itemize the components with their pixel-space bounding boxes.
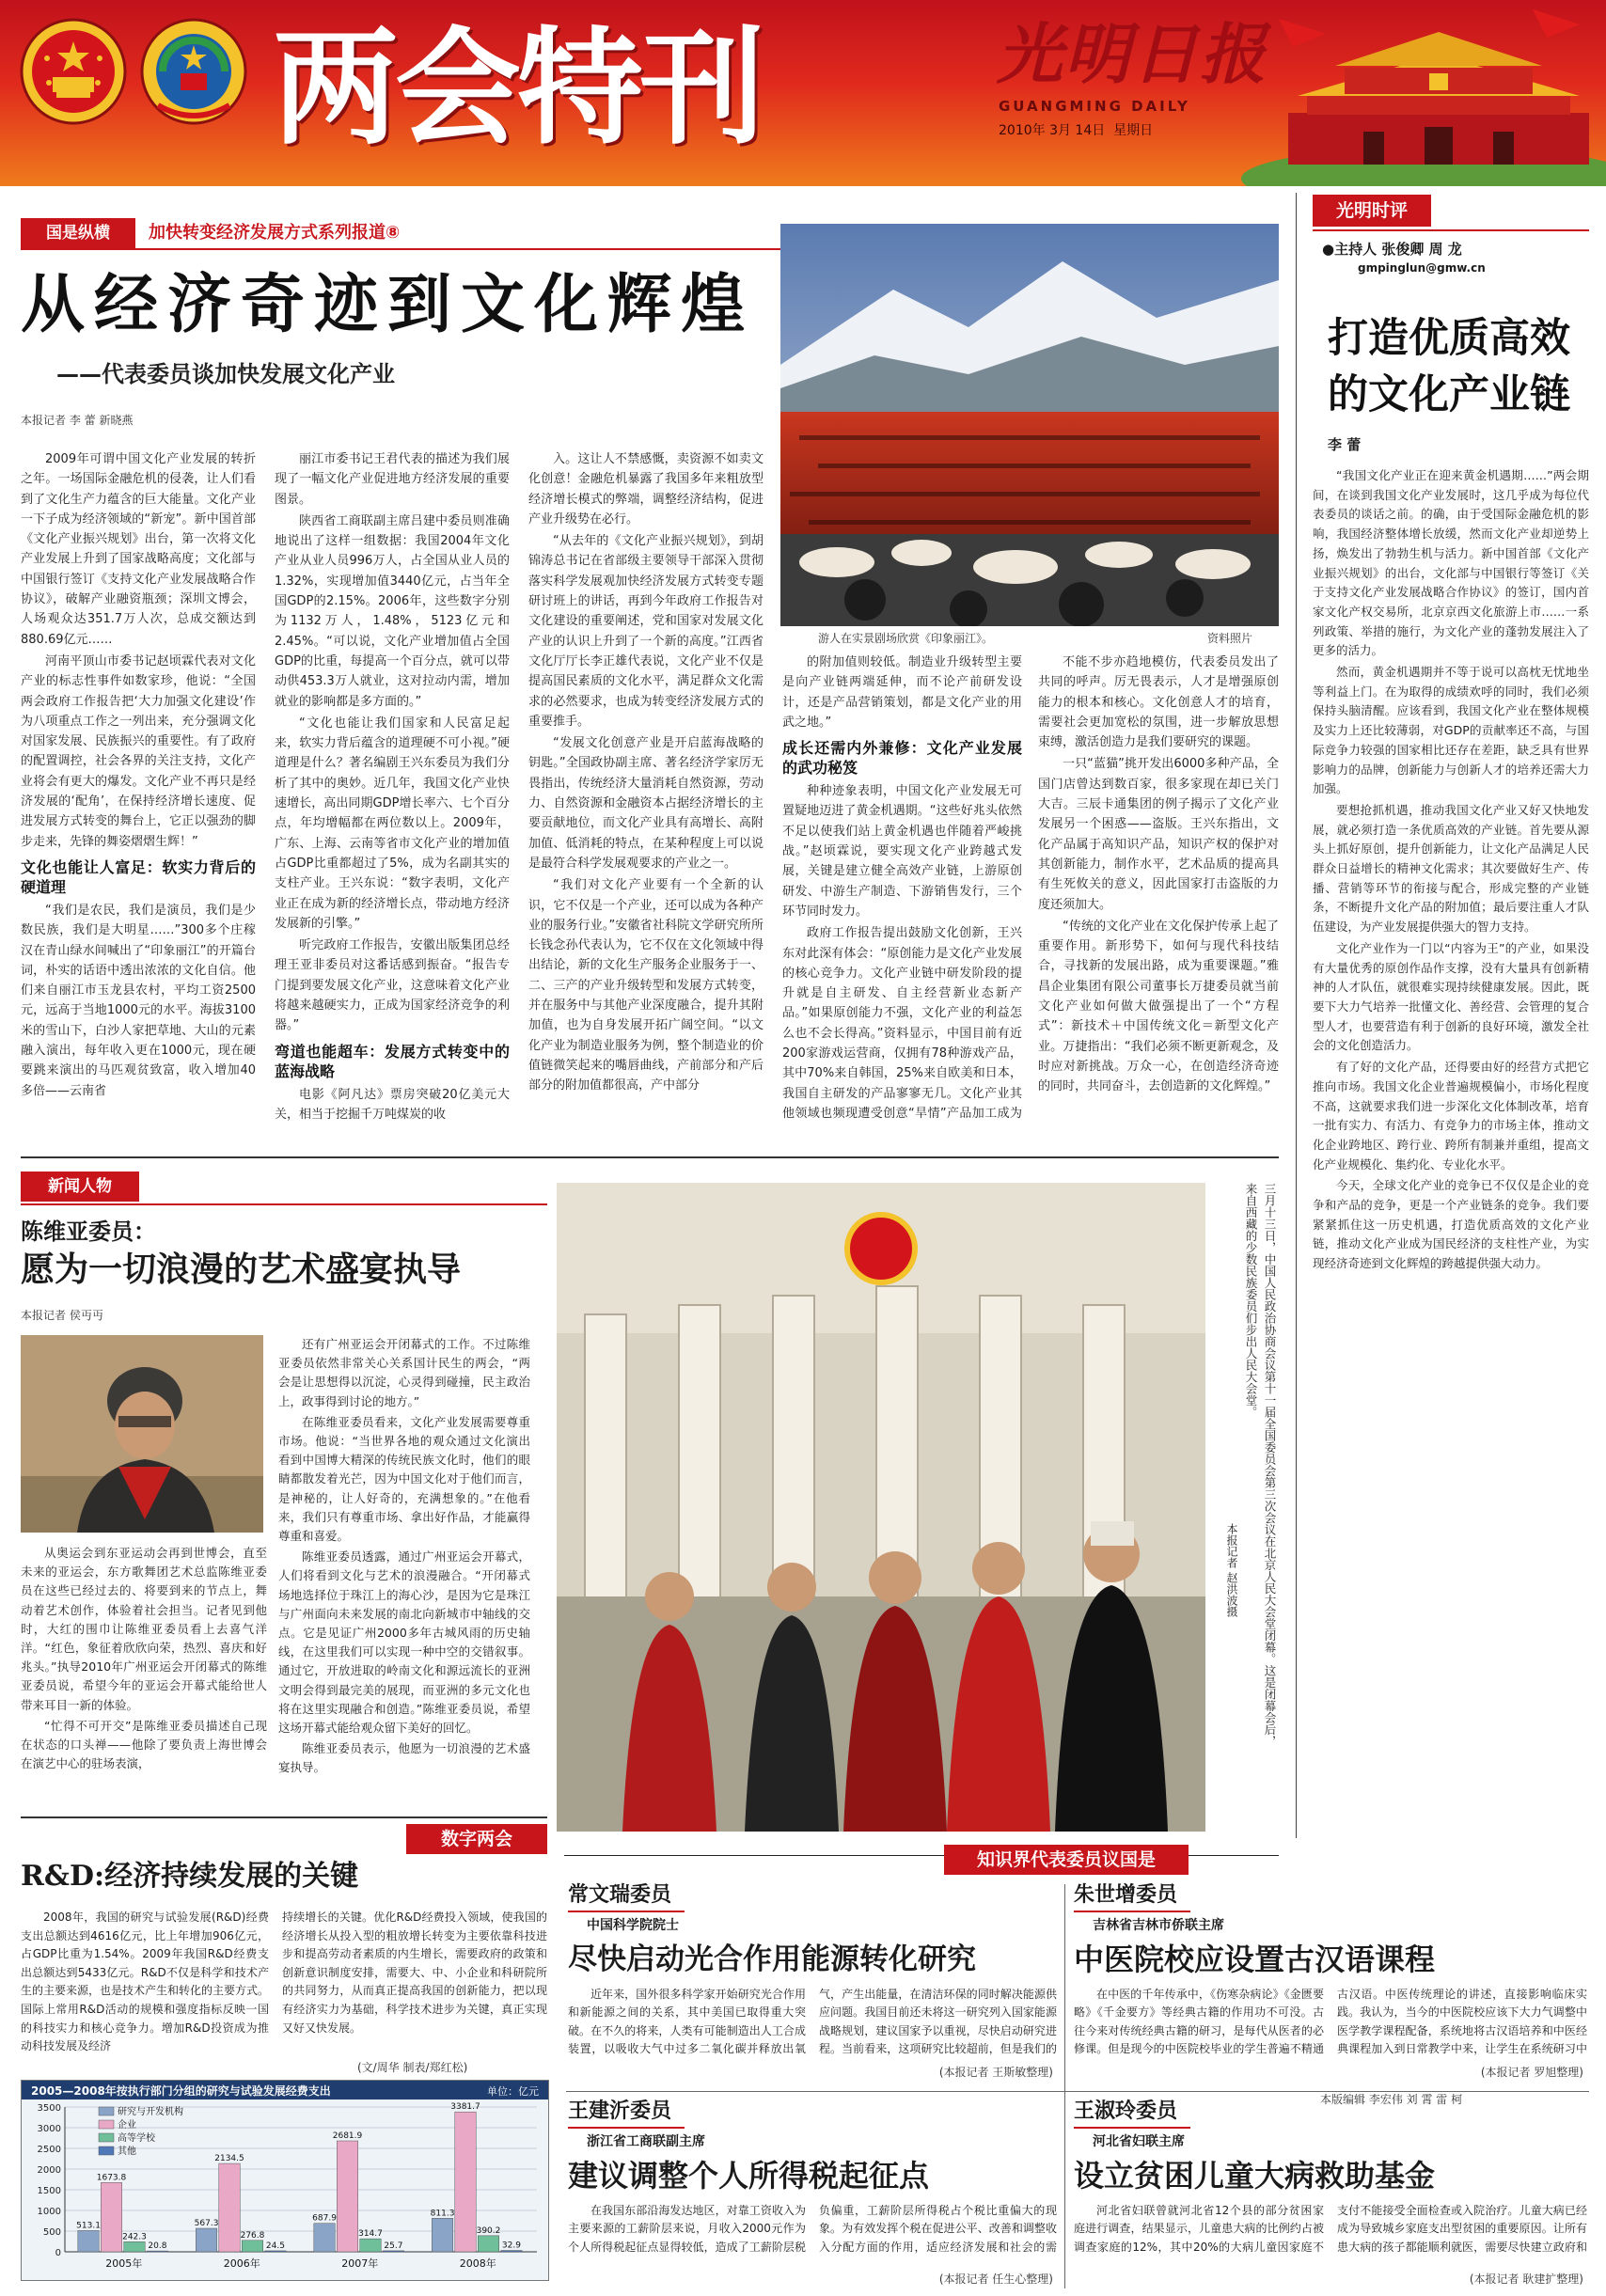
lead-subhead: ——代表委员谈加快发展文化产业 — [56, 361, 395, 387]
lead-byline: 本报记者 李 蕾 新晓燕 — [21, 414, 134, 427]
tiananmen-illustration — [1222, 0, 1606, 186]
legend-swatch — [99, 2147, 114, 2155]
bar — [196, 2228, 216, 2252]
delegate-text: 在中医的千年传承中，《伤寒杂病论》《金匮要略》《千金要方》等经典古籍的作用功不可没。古往今来对传统经典古籍的研习，是每代从医者的必修课。但是现今的中医院校毕业的学生普遍不精通古汉语。中医传统理论的讲述，直接影响临床实践。我认为，当今的中医院校应该下大力气调整中医学教学课程配备，系统地将古汉语培养和中医经典课程加入到日常教学中来，让学生在系统研习中 — [1074, 1988, 1587, 2056]
x-tick-label: 2006年 — [223, 2257, 260, 2270]
series-tag: 加快转变经济发展方式系列报道⑧ — [149, 223, 401, 243]
knowledge-col-divider — [1064, 1884, 1065, 2288]
commentary-author: 李 蕾 — [1328, 436, 1362, 453]
data-label: 687.9 — [312, 2213, 337, 2224]
y-tick-label: 500 — [42, 2227, 61, 2238]
paragraph: “我们对文化产业要有一个全新的认识，它不仅是一个产业，还可以成为各种产业的服务行业。”安徽省社科院文学研究所所长钱念孙代表认为，它不仅在文化领域中得出结论，新的文化生产服务企业服务于一、二、三产的产业升级转型和发展方式转变，并在服务中与其他产业深度融合，提升其附加值，也为自身发展开拓广阔空间。“以文化产业为制造业服务为例，整个制造业的价值链微笑起来的嘴唇曲线，产前部分和产后部分的附加值都很高，产中部分 — [528, 878, 764, 1093]
masthead — [0, 0, 1606, 186]
y-tick-label: 2500 — [37, 2145, 61, 2155]
bar — [360, 2239, 381, 2252]
column-tag: 国是纵横 — [21, 218, 135, 248]
legend-label: 其他 — [118, 2147, 136, 2157]
profile-portrait — [21, 1335, 263, 1533]
paragraph: 入。这让人不禁感慨，卖资源不如卖文化创意！金融危机暴露了我国多年来粗放型经济增长模式的弊端，调整经济结构，促进产业升级势在必行。 — [528, 452, 764, 527]
host-label: 主持人 — [1334, 241, 1378, 258]
legend-label: 研究与开发机构 — [118, 2107, 183, 2117]
page-editors: 本版编辑 李宏伟 刘 霄 雷 柯 — [1320, 2093, 1463, 2106]
delegate-title: 河北省妇联主席 — [1093, 2134, 1185, 2149]
delegate-name: 王淑玲委员 — [1074, 2097, 1190, 2129]
host-names: 张俊卿 周 龙 — [1381, 241, 1462, 258]
paragraph: “我们是农民，我们是演员，我们是少数民族，我们是大明星……”300多个庄稼汉在青山绿水间喊出了“印象丽江”的开篇台词，朴实的话语中透出浓浓的文化自信。他们来自丽江市玉龙县农村，平均工资2500元，远高于当地1000元的水平。海拔3100米的雪山下，白沙人家把草地、大山的元素融入演出，每年收入更在1000元，现在硬要跳来演出的马匹观贫致富，收入增加40多倍——云南省 — [21, 903, 256, 1098]
newspaper-logo: 光明日报 — [997, 15, 1267, 93]
lead-photo-caption: 游人在实景剧场欣赏《印象丽江》。 — [818, 632, 994, 645]
commentary-rule — [1313, 229, 1589, 231]
bar — [147, 2251, 167, 2252]
data-label: 242.3 — [122, 2232, 147, 2242]
profile-rule — [21, 1203, 547, 1205]
plenary-photo — [557, 1183, 1205, 1832]
bullet-icon: ● — [1322, 241, 1335, 258]
paragraph: 陈维亚委员表示，他愿为一切浪漫的艺术盛宴执导。 — [278, 1741, 530, 1775]
delegate-credit: (本报记者 罗旭整理) — [1480, 2066, 1583, 2079]
bar — [455, 2112, 476, 2252]
knowledge-row-divider — [566, 2091, 1589, 2092]
bar — [124, 2241, 145, 2252]
paragraph: “我国文化产业正在迎来黄金机遇期……”两会期间，在谈到我国文化产业发展时，这几乎成为每位代表委员的谈话之前。的确，由于受国际金融危机的影响，我国经济整体增长放缓，然而文化产业却逆势上扬，焕发出了勃勃生机与活力。新中国首部《文化产业振兴规划》的出台，文化部与中国银行等签订《关于支持文化产业发展战略合作协议》的签订，国内首家文化产权交易所，北京京西文化旅游上市……一系列政策、举措的施行，为文化产业的蓬勃发展注入了更多的活力。 — [1313, 468, 1589, 658]
paragraph: “传统的文化产业在文化保护传承上起了重要作用。新形势下，如何与现代科技结合，寻找新的发展出路，成为重要课题。”雅昌企业集团有限公司董事长万捷委员就当前文化产业如何做大做强提出了一个“方程式”：新技术＋中国传统文化＝新型文化产业。万捷指出：“我们必须不断更新观念，及时应对新挑战。万众一心，在创造经济奇迹的同时，共同奋斗，去创造新的文化辉煌。” — [1038, 919, 1279, 1094]
digital-column-2: 持续增长的关键。优化R&D经费投入领域，使我国的经济增长从投入型的粗放增长转变为主要依靠科技进步和提高劳动者素质的内生增长，需要政府的政策和创新意识制度安排，需要大、中、小企业和科研院所的共同努力，从而真正提高我国的创新能力，把以现有经济实力为基础，科学技术进步为关键，真正实现又好又快发展。 — [282, 1911, 547, 2035]
commentary-headline: 打造优质高效的文化产业链 — [1328, 315, 1570, 418]
issue-date — [999, 120, 1153, 139]
rd-chart-svg — [22, 2081, 548, 2280]
bar — [242, 2241, 262, 2252]
paragraph: “从去年的《文化产业振兴规划》，到胡锦涛总书记在省部级主要领导干部深入贯彻落实科学发展观加快经济发展方式转变专题研讨班上的讲话，再到今年政府工作报告对文化建设的重要阐述，党和国家对发展文化产业的认识上升到了一个新的高度。”江西省文化厅厅长李正雄代表说，文化产业不仅是提高国民素质的文化水平，满足群众文化需求的必然要求，也成为转变经济发展方式的重要推手。 — [528, 534, 764, 729]
paragraph: 陈维亚委员透露，通过广州亚运会开幕式，人们将看到文化与艺术的浪漫融合。“开闭幕式场地选择位于珠江上的海心沙，是因为它是珠江与广州面向未来发展的南北向新城市中轴线的交点。它是见证广州2000多年古城风雨的历史轴线，在这里我们可以实现一种中空的交错叙事。通过它，开放进取的岭南文化和源远流长的亚洲文明会得到最完美的展现，而亚洲的多元文化也将在这里实现融合和创造。”陈维亚委员说，希望这场开幕式能给观众留下美好的回忆。 — [278, 1549, 530, 1736]
data-label: 20.8 — [148, 2241, 167, 2252]
bar — [265, 2251, 286, 2252]
data-label: 32.9 — [501, 2241, 521, 2251]
data-label: 2134.5 — [214, 2154, 244, 2164]
commentary-email: gmpinglun@gmw.cn — [1358, 261, 1486, 275]
paragraph: 还有广州亚运会开闭幕式的工作。不过陈维亚委员依然非常关心关系国计民生的两会，“两会是让思想得以沉淀，心灵得到碰撞，民主政治上，政事得到讨论的地方。” — [278, 1337, 530, 1408]
y-tick-label: 3000 — [37, 2124, 61, 2134]
paragraph: 不能不步亦趋地模仿，代表委员发出了共同的呼声。厉无畏表示，人才是增强原创能力的根本和核心。文化创意人才的培育，需要社会更加宽松的氛围，进一步解放思想束缚，激活创造力是我们要研究的课题。 — [1038, 655, 1279, 750]
great-hall-photo — [557, 1183, 1205, 1832]
delegate-text: 在我国东部沿海发达地区，对靠工资收入为主要来源的工薪阶层来说，月收入2000元作为个人所得税起征点显得较低，造成了工薪阶层税负偏重，工薪阶层所得税占个税比重偏大的现象。为有效发挥个税在促进公平、改善和调整收入分配方面的作用，适应经济发展和社会的需 — [568, 2204, 1057, 2254]
paragraph: 文化产业作为一门以“内容为王”的产业，如果没有大量优秀的原创作品作支撑，没有大量具有创新精神的人才队伍，就很难实现持续健康发展。因此，既要下大力气培养一批懂文化、善经营、会管理的复合型人才，也要营造有利于创新的良好环境，激发全社会的文化创造活力。 — [1313, 940, 1589, 1053]
x-tick-label: 2008年 — [459, 2257, 496, 2270]
lead-column-3 — [528, 449, 764, 1124]
data-label: 314.7 — [358, 2229, 383, 2240]
chart-unit: 单位：亿元 — [487, 2085, 539, 2098]
data-label: 2681.9 — [332, 2131, 363, 2141]
data-label: 3381.7 — [450, 2102, 480, 2113]
lead-photo-credit: 资料照片 — [1207, 632, 1253, 645]
lead-column-5 — [1038, 653, 1279, 1124]
paragraph: 要想抢抓机遇，推动我国文化产业又好又快地发展，就必须打造一条优质高效的产业链。首先要从源头上抓好原创，提升创新能力，让文化产品满足人民群众日益增长的精神文化需求；其次要做好生产、传播、营销等环节的衔接与配合，形成完整的产业链条，不断提升文化产品的附加值；最后要注重人才队伍建设，为产业发展提供强大的智力支持。 — [1313, 802, 1589, 935]
paragraph: 的附加值则较低。制造业升级转型主要是向产业链两端延伸，而不论产前研发设计，还是产品营销策划，都是文化产业的用武之地。” — [782, 655, 1022, 730]
y-tick-label: 3500 — [37, 2103, 61, 2114]
section-subhead: 弯道也能超车：发展方式转变中的蓝海战略 — [275, 1042, 510, 1080]
paragraph: 政府工作报告提出鼓励文化创新，王兴东对此深有体会：“原创能力是文化产业发展的核心竞争力。文化产业链中研发阶段的提升就是自主研发、自主经营新业态新产品。”如果原创能力不强，文化产业的利益怎么也不会长得高。”资料显示，中国目前有近200家游戏运营商，仅拥有78种游戏产品，其中70%来自韩国，25%来自欧美和日本，我国自主研发的产品寥寥无几。文化产业其他领域也频现遭受创意“旱情”产品加工成为 — [782, 926, 1022, 1121]
knowledge-banner: 知识界代表委员议国是 — [944, 1845, 1189, 1875]
profile-kicker: 陈维亚委员： — [21, 1219, 156, 1245]
digital-divider — [21, 1816, 547, 1818]
section-subhead: 文化也能让人富足：软实力背后的硬道理 — [21, 857, 256, 896]
commentary-column-tag: 光明时评 — [1313, 195, 1431, 227]
data-label: 567.3 — [194, 2219, 219, 2229]
delegate-name: 王建沂委员 — [568, 2097, 685, 2129]
delegate-name: 朱世增委员 — [1074, 1880, 1190, 1912]
digital-column-1: 2008年，我国的研究与试验发展(R&D)经费支出总额达到4616亿元，比上年增加906亿元，占GDP比重为1.54%。2009年我国R&D经费支出总额达到5433亿元。R&D不仅是科学和技术产生的主要来源，也是技术产生和转化的主要方式。国际上常用R&D活动的规模和强度指标反映一国的科技实力和核心竞争力。增加R&D投资成为推动科技发展及经济 — [21, 1911, 269, 2053]
y-tick-label: 1500 — [37, 2186, 61, 2196]
plenary-photo-credit: 本报记者 赵洪波摄 — [1225, 1523, 1238, 1617]
delegate-title: 中国科学院院士 — [587, 1918, 679, 1933]
bar — [101, 2182, 121, 2252]
delegate-title: 浙江省工商联副主席 — [587, 2134, 705, 2149]
yunnan-stage-photo — [780, 224, 1279, 626]
data-label: 276.8 — [240, 2230, 265, 2241]
digital-credit: (文/周华 制表/郑红松) — [357, 2061, 468, 2074]
knowledge-item-zhu-shizeng — [1072, 1880, 1589, 2084]
delegate-text: 近年来，国外很多科学家开始研究光合作用和新能源之间的关系，其中美国已取得重大突破。在不久的将来，人类有可能制造出人工合成装置，以吸收大气中过多二氧化碳并释放出氧气，产生出能量，在清洁环保的同时解决能源供应问题。我国目前还未将这一研究列入国家能源战略规划，建议国家予以重视，尽快启动研究进程。当前看来，这项研究比较超前，但是我们的 — [568, 1988, 1057, 2056]
paragraph: 丽江市委书记王君代表的描述为我们展现了一幅文化产业促进地方经济发展的重要图景。 — [275, 452, 510, 507]
paragraph: 有了好的文化产品，还得要由好的经营方式把它推向市场。我国文化企业普遍规模偏小，市场化程度不高，这就要求我们进一步深化文化体制改革，培育一批有实力、有活力、有竞争力的市场主体，推动文化企业跨地区、跨行业、跨所有制兼并重组，提高文化产业规模化、集约化、专业化水平。 — [1313, 1060, 1589, 1172]
legend-label: 高等学校 — [118, 2133, 155, 2144]
chen-weiya-portrait — [21, 1335, 263, 1533]
profile-headline: 愿为一切浪漫的艺术盛宴执导 — [21, 1250, 462, 1289]
bar — [314, 2224, 335, 2252]
legend-swatch — [99, 2107, 114, 2115]
delegate-text: 河北省妇联曾就河北省12个县的部分贫困家庭进行调查，结果显示，儿童患大病的比例约占被调查家庭的12%，其中20%的大病儿童因家庭不支付不能接受全面检查或入院治疗。儿童大病已经成为导致城乡家庭支出型贫困的重要原因。让所有患大病的孩子都能顺利就医，需要尽快建立政府和 — [1074, 2204, 1587, 2254]
paragraph: 然而，黄金机遇期并不等于说可以高枕无忧地坐等利益上门。在为取得的成绩欢呼的同时，我们必须保持头脑清醒。应该看到，我国文化产业在整体规模及实力上还比较薄弱，对GDP的贡献率还不高，与国际竞争力较强的国家相比还存在差距，缺乏具有世界影响力的品牌，创新能力与创新人才的培养还需大力加强。 — [1313, 665, 1589, 796]
commentary-host — [1322, 239, 1462, 259]
paragraph: 听完政府工作报告，安徽出版集团总经理王亚非委员对这番话感到振奋。“报告专门提到要发展文化产业，这意味着文化产业将越来越硬实力，正成为国家经济竞争的利器。” — [275, 938, 510, 1033]
lead-headline: 从经济奇迹到文化辉煌 — [21, 267, 755, 342]
digital-column-tag: 数字两会 — [406, 1824, 547, 1854]
paragraph: 河南平顶山市委书记赵顷霖代表对文化产业的标志性事件如数家珍，他说：“全国两会政府工作报告把‘大力加强文化建设’作为八项重点工作之一列出来，充分强调文化对国家发展、民族振兴的重要性。有了政府的配置调控，社会各界的关注支持，文化产业将会有更大的爆发。文化产业不再只是经济发展的‘配角’，在保持经济增长速度、促进发展方式转变的舞台上，它正以强劲的脚步走来，先锋的舞姿熠熠生辉！” — [21, 653, 256, 849]
paragraph: 种种迹象表明，中国文化产业发展无可置疑地迈进了黄金机遇期。“这些好兆头依然不足以使我们站上黄金机遇也伴随着严峻挑战。”赵顷霖说，要实现文化产业跨越式发展，关键是建立健全高效产业链，上游原创研发、中游生产制造、下游销售发行，三个环节同时发力。 — [782, 784, 1022, 919]
paragraph: 电影《阿凡达》票房突破20亿美元大关，相当于挖掘千万吨煤炭的收 — [275, 1087, 510, 1122]
delegate-credit: (本报记者 耿建扩整理) — [1469, 2272, 1583, 2286]
y-tick-label: 1000 — [37, 2207, 61, 2217]
bar — [219, 2163, 240, 2252]
paragraph: “发展文化创意产业是开启蓝海战略的钥匙。”全国政协副主席、著名经济学家厉无畏指出，传统经济大量消耗自然资源，劳动力、自然资源和金融资本占据经济增长的主要贡献地位，而文化产业具有高增长、高附加值、低消耗的特点，在某种程度上可以说是最符合科学发展观要求的产业之一。 — [528, 736, 764, 871]
commentary-body — [1313, 466, 1589, 2084]
paragraph: “忙得不可开交”是陈维亚委员描述自己现在状态的口头禅——他除了要负责上海世博会在演艺中心的驻场表演， — [21, 1718, 267, 1771]
data-label: 25.7 — [384, 2241, 403, 2251]
data-label: 811.3 — [430, 2209, 455, 2219]
x-tick-label: 2005年 — [105, 2257, 143, 2270]
profile-column-1 — [21, 1544, 267, 1835]
profile-byline: 本报记者 侯丏丏 — [21, 1309, 103, 1322]
section-divider — [21, 1156, 1279, 1158]
delegate-headline: 建议调整个人所得税起征点 — [568, 2158, 930, 2194]
section-subhead: 成长还需内外兼修：文化产业发展的武功秘笈 — [782, 739, 1022, 778]
lead-column-4 — [782, 653, 1022, 1124]
data-label: 1673.8 — [96, 2173, 127, 2183]
legend-label: 企业 — [118, 2120, 136, 2131]
bar — [383, 2251, 403, 2252]
x-tick-label: 2007年 — [341, 2257, 379, 2270]
rd-chart — [21, 2080, 549, 2281]
delegate-name: 常文瑞委员 — [568, 1880, 685, 1912]
delegate-headline: 设立贫困儿童大病救助基金 — [1074, 2158, 1436, 2194]
bar — [478, 2236, 498, 2252]
knowledge-item-wang-jianyi — [566, 2097, 1059, 2288]
profile-column-tag: 新闻人物 — [21, 1172, 139, 1202]
profile-column-2 — [278, 1335, 530, 1835]
paragraph: “文化也能让我们国家和人民富足起来，软实力背后蕴含的道理硬不可小视。”硬道理是什么？著名编剧王兴东委员为我们分析了其中的奥妙。近几年，我国文化产业快速增长，高出同期GDP增长率六、七个百分点，年均增幅都在两位数以上。2009年，广东、上海、云南等省市文化产业的增加值占GDP比重都超过了5%，成为名副其实的支柱产业。王兴东说：“数字表明，文化产业正在成为新的经济增长点，带动地方经济发展新的引擎。” — [275, 716, 510, 931]
bar — [432, 2218, 452, 2252]
paragraph: 从奥运会到东亚运动会再到世博会，直至未来的亚运会，东方歌舞团艺术总监陈维亚委员在这些已经过去的、将要到来的节点上，舞动着艺术创作，体验着社会担当。记者见到他时，大红的围巾让陈维亚委员看上去喜气洋洋。“红色，象征着欣欣向荣，热烈、喜庆和好兆头。”执导2010年广州亚运会开闭幕式的陈维亚委员说，希望今年的亚运会开幕式能给世人带来耳目一新的体验。 — [21, 1546, 267, 1712]
logo-pinyin: GUANGMING DAILY — [999, 98, 1190, 115]
knowledge-item-chang-wenrui — [566, 1880, 1059, 2084]
paragraph: 陕西省工商联副主席吕建中委员则准确地说出了这样一组数据：我国2004年文化产业从业人员996万人，占全国从业人员的1.32%，实现增加值3440亿元，占当年全国GDP的2.15%。2006年，这些数字分别为1132万人，1.48%，5123亿元和2.45%。“可以说，文化产业增加值占全国GDP的比重，每提高一个百分点，就可以带动供453.3万人就业，这对拉动内需，增加就业的影响都是多方面的。” — [275, 513, 510, 709]
paragraph: 今天，全球文化产业的竞争已不仅仅是企业的竞争和产品的竞争，更是一个产业链条的竞争。我们要紧紧抓住这一历史机遇，打造优质高效的文化产业链，推动文化产业成为国民经济的支柱性产业，为实现经济奇迹到文化辉煌的跨越提供强大动力。 — [1313, 1178, 1589, 1271]
y-tick-label: 2000 — [37, 2165, 61, 2176]
delegate-headline: 中医院校应设置古汉语课程 — [1074, 1942, 1436, 1977]
cppcc-emblem-icon — [139, 17, 248, 126]
data-label: 513.1 — [76, 2221, 101, 2231]
data-label: 24.5 — [265, 2241, 285, 2251]
lead-column-2 — [275, 449, 510, 1124]
lead-column-1 — [21, 449, 256, 1124]
delegate-headline: 尽快启动光合作用能源转化研究 — [568, 1942, 976, 1976]
knowledge-item-wang-shuling — [1072, 2097, 1589, 2288]
delegate-title: 吉林省吉林市侨联主席 — [1093, 1918, 1224, 1933]
legend-swatch — [99, 2133, 114, 2142]
national-emblem-icon — [19, 17, 128, 126]
delegate-credit: (本报记者 王斯敏整理) — [938, 2066, 1053, 2079]
weekday-text: 星期日 — [1113, 123, 1154, 138]
legend-swatch — [99, 2120, 114, 2129]
paragraph: 一只“蓝猫”挑开发出6000多种产品，全国门店曾达到数百家，很多家现在却已关门大吉。三辰卡通集团的例子揭示了文化产业发展另一个困惑——盗版。王兴东指出，文化产品属于高知识产品，知识产权的保护对其创新能力，制作水平，艺术品质的提高具有生死攸关的意义，因此国家打击盗版的力度还须加大。 — [1038, 757, 1279, 912]
chart-title: 2005—2008年按执行部门分组的研究与试验发展经费支出 — [31, 2084, 331, 2098]
bar — [501, 2251, 522, 2252]
lead-photo — [780, 224, 1279, 626]
column-divider — [1296, 193, 1297, 1838]
delegate-credit: (本报记者 任生心整理) — [938, 2272, 1053, 2286]
y-tick-label: 0 — [55, 2248, 61, 2258]
bar — [78, 2230, 99, 2252]
paragraph: 2009年可谓中国文化产业发展的转折之年。一场国际金融危机的侵袭，让人们看到了文化生产力蕴含的巨大能量。文化产业一下子成为经济领域的“新宠”。新中国首部《文化产业振兴规划》出台，第一次将文化产业发展上升到了国家战略高度；文化部与中国银行签订《支持文化产业发展战略合作协议》，破解产业融资瓶颈；深圳文博会，人场观众达351.7万人次，总成交额达到880.69亿元…… — [21, 452, 256, 647]
bar — [337, 2141, 357, 2252]
digital-headline: R&D:经济持续发展的关键 — [21, 1860, 359, 1893]
date-text: 2010年 3月 14日 — [999, 123, 1106, 138]
plenary-photo-caption: 三月十三日，中国人民政治协商会议第十一届全国委员会第三次会议在北京人民大会堂闭幕。这是闭幕会后，来自西藏的少数民族委员们步出人民大会堂。 — [1244, 1183, 1277, 1747]
special-edition-title: 两会特刊 — [273, 13, 763, 162]
data-label: 390.2 — [476, 2225, 501, 2236]
paragraph: 在陈维亚委员看来，文化产业发展需要尊重市场。他说：“当世界各地的观众通过文化演出看到中国博大精深的传统民族文化时，他们的眼睛都散发着光芒，因为中国文化对于他们而言，是神秘的，让人好奇的，充满想象的。”在他看来，我们只有尊重市场、拿出好作品，才能赢得尊重和喜爱。 — [278, 1414, 530, 1544]
